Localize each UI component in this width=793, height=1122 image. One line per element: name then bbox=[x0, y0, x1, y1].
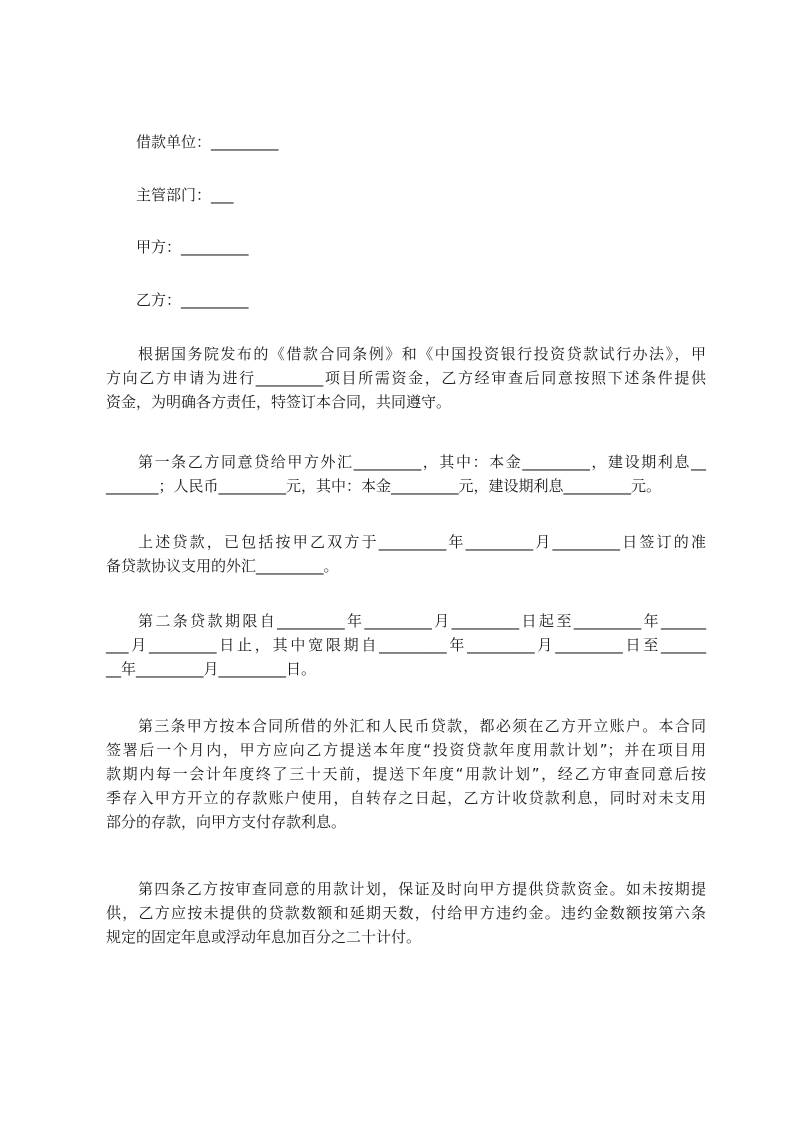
article-1-note-paragraph bbox=[106, 530, 706, 578]
paragraph-line: 季存入甲方开立的存款账户使用，自转存之日起，乙方计收贷款利息，同时对未支用 bbox=[106, 789, 706, 807]
paragraph-line: ___月_________日止，其中宽限期自_________年_________月_________日至______ bbox=[106, 636, 706, 654]
article-4-paragraph bbox=[106, 877, 706, 949]
paragraph-line: 第一条乙方同意贷给甲方外汇_________，其中：本金_________，建设期利息__ bbox=[138, 453, 706, 471]
paragraph-line: 第三条甲方按本合同所借的外汇和人民币贷款，都必须在乙方开立账户。本合同 bbox=[138, 717, 706, 735]
preamble-paragraph bbox=[106, 342, 706, 414]
borrower-field: 借款单位：_________ bbox=[136, 133, 279, 151]
paragraph-line: 款期内每一会计年度终了三十天前，提送下年度“用款计划”，经乙方审查同意后按 bbox=[106, 765, 706, 783]
paragraph-line: 备贷款协议支用的外汇_________。 bbox=[106, 557, 339, 575]
paragraph-line: 资金，为明确各方责任，特签订本合同，共同遵守。 bbox=[106, 393, 452, 411]
paragraph-line: __年_________月_________日。 bbox=[106, 660, 317, 678]
article-1-paragraph bbox=[106, 450, 706, 498]
paragraph-line: _______；人民币_________元，其中：本金_________元，建设期利息_________元。 bbox=[106, 477, 662, 495]
paragraph-line: 第二条贷款期限自_________年_________月_________日起至_________年______ bbox=[138, 612, 706, 630]
paragraph-line: 签署后一个月内，甲方应向乙方提送本年度“投资贷款年度用款计划”；并在项目用 bbox=[106, 741, 706, 759]
paragraph-line: 方向乙方申请为进行_________项目所需资金，乙方经审查后同意按照下述条件提供 bbox=[106, 369, 706, 387]
party-b-field: 乙方：_________ bbox=[136, 291, 249, 309]
paragraph-line: 根据国务院发布的《借款合同条例》和《中国投资银行投资贷款试行办法》，甲 bbox=[138, 345, 706, 363]
paragraph-line: 上述贷款，已包括按甲乙双方于_________年_________月_________日签订的准 bbox=[138, 533, 706, 551]
article-2-paragraph bbox=[106, 609, 706, 681]
paragraph-line: 部分的存款，向甲方支付存款利息。 bbox=[106, 813, 347, 831]
article-3-paragraph bbox=[106, 714, 706, 834]
paragraph-line: 供，乙方应按未提供的贷款数额和延期天数，付给甲方违约金。违约金数额按第六条 bbox=[106, 904, 706, 922]
party-a-field: 甲方：_________ bbox=[136, 238, 249, 256]
department-field: 主管部门：___ bbox=[136, 186, 234, 204]
paragraph-line: 规定的固定年息或浮动年息加百分之二十计付。 bbox=[106, 928, 422, 946]
paragraph-line: 第四条乙方按审查同意的用款计划，保证及时向甲方提供贷款资金。如未按期提 bbox=[138, 880, 706, 898]
